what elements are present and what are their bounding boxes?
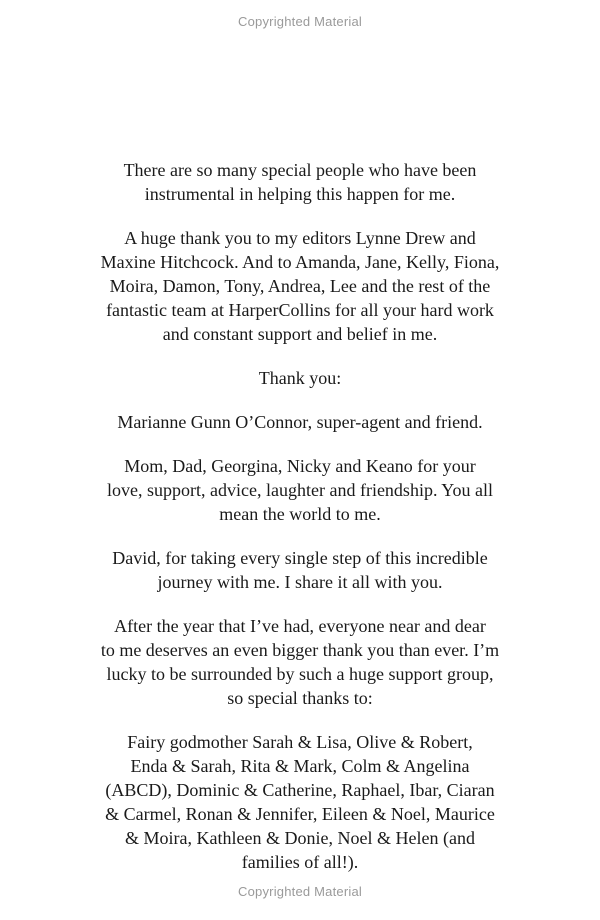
text-line: Maxine Hitchcock. And to Amanda, Jane, Kelly, Fiona, [100, 252, 500, 272]
paragraph-friends-list [80, 730, 520, 874]
text-line: There are so many special people who have been [123, 160, 477, 180]
text-line: so special thanks to: [227, 688, 373, 708]
text-line: (ABCD), Dominic & Catherine, Raphael, Ibar, Ciaran [105, 780, 495, 800]
text-line: journey with me. I share it all with you. [157, 572, 443, 592]
copyright-watermark-bottom: Copyrighted Material [238, 884, 362, 899]
text-line: & Carmel, Ronan & Jennifer, Eileen & Noel, Maurice [105, 804, 495, 824]
text-line: & Moira, Kathleen & Donie, Noel & Helen (and [125, 828, 475, 848]
paragraph-intro [80, 158, 520, 206]
text-line: Fairy godmother Sarah & Lisa, Olive & Robert, [127, 732, 473, 752]
paragraph-support-group [80, 614, 520, 710]
acknowledgements-text [80, 158, 520, 894]
text-line: Enda & Sarah, Rita & Mark, Colm & Angelina [130, 756, 470, 776]
text-line: Mom, Dad, Georgina, Nicky and Keano for your [124, 456, 476, 476]
text-line: Marianne Gunn O’Connor, super-agent and friend. [117, 412, 483, 432]
text-line: lucky to be surrounded by such a huge support group, [106, 664, 494, 684]
paragraph-david [80, 546, 520, 594]
text-line: love, support, advice, laughter and friendship. You all [107, 480, 493, 500]
text-line: and constant support and belief in me. [162, 324, 438, 344]
paragraph-thank-you [80, 366, 520, 390]
text-line: fantastic team at HarperCollins for all your hard work [106, 300, 494, 320]
text-line: to me deserves an even bigger thank you than ever. I’m [100, 640, 500, 660]
text-line: Moira, Damon, Tony, Andrea, Lee and the rest of the [109, 276, 491, 296]
text-line: Thank you: [258, 368, 342, 388]
paragraph-family [80, 454, 520, 526]
paragraph-editors [80, 226, 520, 346]
text-line: instrumental in helping this happen for me. [144, 184, 456, 204]
text-line: David, for taking every single step of this incredible [112, 548, 488, 568]
text-line: families of all!). [241, 852, 359, 872]
paragraph-agent [80, 410, 520, 434]
text-line: A huge thank you to my editors Lynne Drew and [124, 228, 476, 248]
copyright-watermark-top: Copyrighted Material [238, 14, 362, 29]
text-line: mean the world to me. [219, 504, 381, 524]
text-line: After the year that I’ve had, everyone near and dear [114, 616, 486, 636]
